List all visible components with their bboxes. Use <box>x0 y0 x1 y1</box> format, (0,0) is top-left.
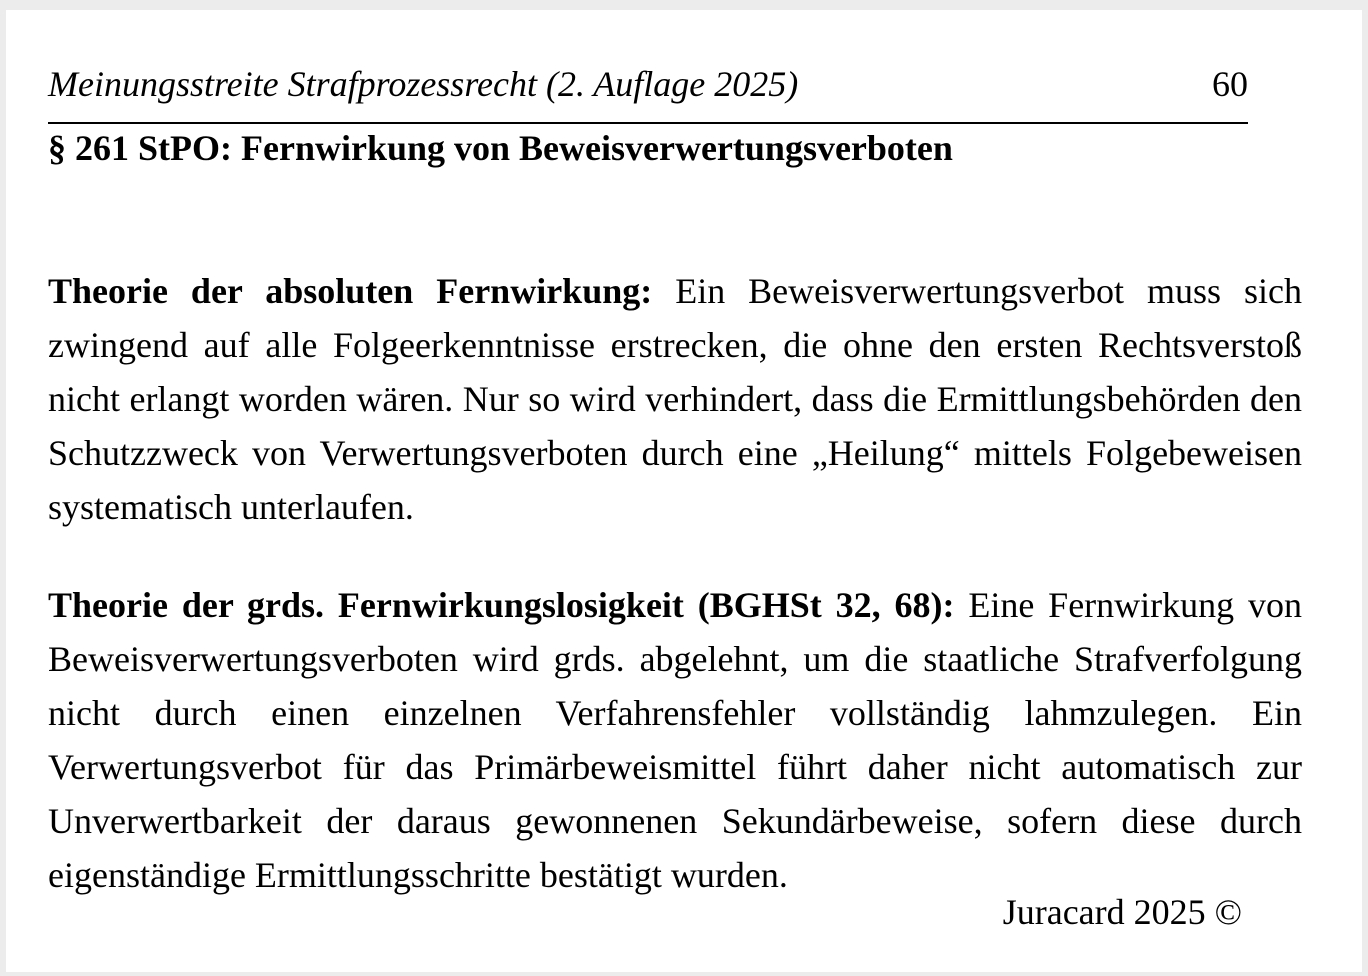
theory-label: Theorie der grds. Fernwirkungslosigkeit (BGHSt 32, 68): <box>48 585 955 625</box>
theory-paragraph <box>48 264 1302 534</box>
theory-text: Ein Beweisverwertungsverbot muss sich zwingend auf alle Folgeerkenntnisse erstrecken, die ohne den ersten Rechtsverstoß nicht erlangt worden wären. Nur so wird verhindert, dass die Ermittlungsbehörden den Schutzzweck von Verwertungsverboten durch eine „Heilung“ mittels Folgebeweisen systematisch unterlaufen. <box>48 271 1303 527</box>
page-header <box>48 62 1248 124</box>
book-title: Meinungsstreite Strafprozessrecht (2. Auflage 2025) <box>48 64 799 104</box>
page-number: 60 <box>1212 64 1248 104</box>
copyright-footer: Juracard 2025 © <box>1002 892 1242 932</box>
theory-label: Theorie der absoluten Fernwirkung: <box>48 271 653 311</box>
theory-paragraph <box>48 578 1302 902</box>
theory-text: Eine Fernwirkung von Beweisverwertungsverboten wird grds. abgelehnt, um die staatliche Strafverfolgung nicht durch einen einzelnen Verfahrensfehler vollständig lahmzulegen. Ein Verwertungsverbot für das Primärbeweismittel führt daher nicht automatisch zur Unverwertbarkeit der daraus gewonnenen Sekundärbeweise, sofern diese durch eigenständige Ermittlungsschritte bestätigt wurden. <box>48 585 1303 895</box>
flashcard <box>6 10 1362 972</box>
section-title: § 261 StPO: Fernwirkung von Beweisverwertungsverboten <box>48 128 953 168</box>
